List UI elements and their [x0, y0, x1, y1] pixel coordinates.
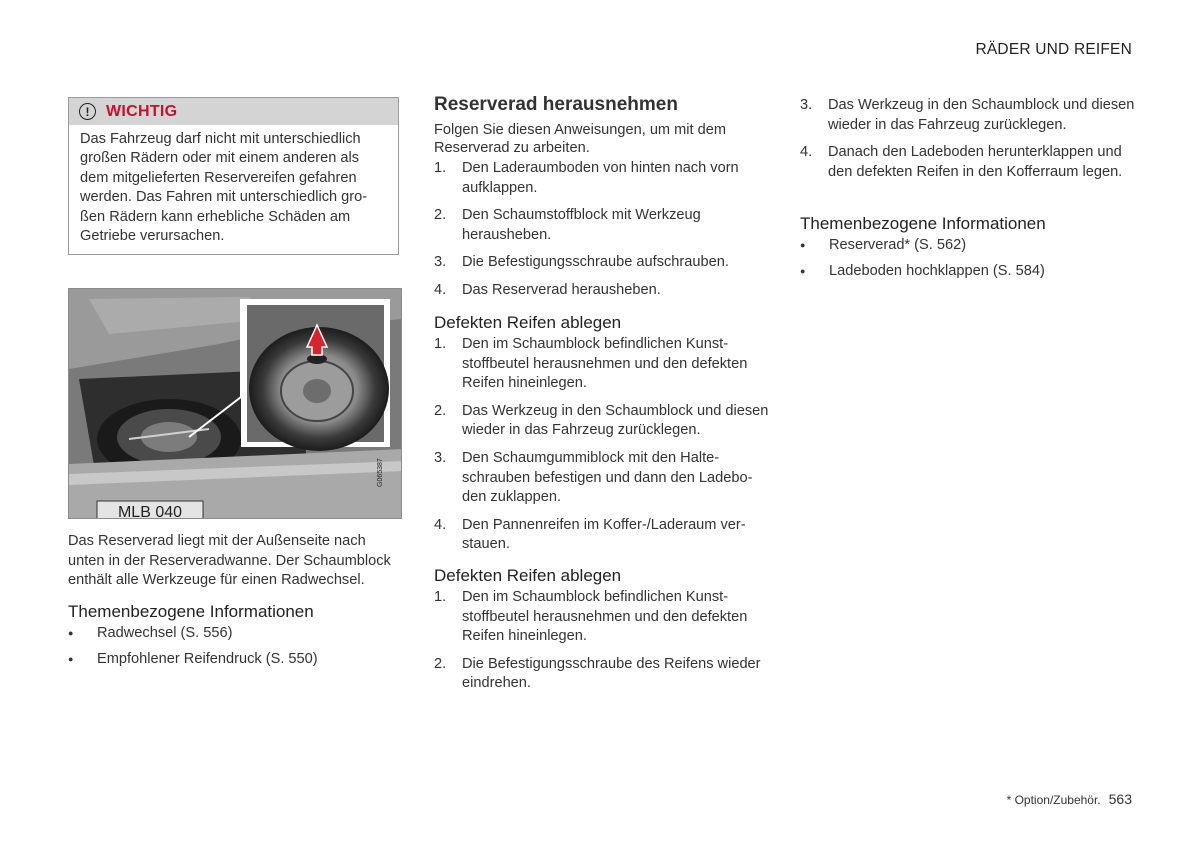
page-number: 563: [1108, 791, 1132, 807]
list-item[interactable]: ● Reserverad* (S. 562): [800, 236, 1130, 256]
list-item: 3. Den Schaumgummiblock mit den Halteschrauben befestigen und dann den Ladeboden zuklappen.: [434, 449, 753, 506]
list-item: 4. Den Pannenreifen im Koffer-/Laderaum verstauen.: [434, 516, 746, 553]
page-title: Reserverad herausnehmen: [434, 94, 678, 115]
steps-store-1: [434, 335, 769, 563]
subheading-2: Defekten Reifen ablegen: [434, 566, 622, 585]
list-item: 3. Das Werkzeug in den Schaumblock und diesen wieder in das Fahrzeug zurücklegen.: [800, 97, 1135, 133]
figure-code: G065387: [377, 458, 384, 487]
related-heading-left: Themenbezogene Informationen: [68, 602, 314, 621]
list-item[interactable]: ● Empfohlener Reifendruck (S. 550): [68, 650, 398, 670]
warning-header: [69, 98, 398, 125]
list-item: 2. Das Werkzeug in den Schaumblock und diesen wieder in das Fahrzeug zurücklegen.: [434, 402, 769, 439]
list-item[interactable]: ● Ladeboden hochklappen (S. 584): [800, 262, 1130, 282]
footnote: * Option/Zubehör.: [1006, 793, 1101, 807]
subheading-1: Defekten Reifen ablegen: [434, 313, 622, 332]
steps-remove: [434, 159, 769, 309]
section-header: RÄDER UND REIFEN: [975, 41, 1132, 58]
list-item: 2. Die Befestigungsschraube des Reifens wieder eindrehen.: [434, 655, 761, 692]
intro-text: Folgen Sie diesen Anweisungen, um mit dem Reserverad zu arbeiten.: [434, 122, 727, 156]
related-list-right: [800, 236, 1130, 287]
footer: [1007, 791, 1132, 807]
related-list-left: [68, 624, 398, 675]
license-plate: MLB 040: [117, 504, 183, 519]
list-item: 4. Danach den Ladeboden herunterklappen und den defekten Reifen in den Kofferraum legen.: [800, 144, 1123, 180]
steps-store-2: [434, 588, 769, 702]
list-item: 3. Die Befestigungsschraube aufschrauben.: [434, 254, 729, 271]
steps-continued: [800, 96, 1135, 190]
warning-box: [68, 97, 399, 255]
warning-title: WICHTIG: [106, 102, 178, 120]
list-item: 4. Das Reserverad herausheben.: [434, 281, 661, 298]
list-item: 1. Den Laderaumboden von hinten nach vorn aufklappen.: [434, 160, 739, 196]
trunk-illustration: [69, 289, 402, 519]
list-item: 2. Den Schaumstoffblock mit Werkzeug herausheben.: [434, 207, 701, 243]
warning-text: Das Fahrzeug darf nicht mit unterschiedlich großen Rädern oder mit einem anderen als dem mitgelieferten Reservereifen gefahren werden. Das Fahren mit unterschiedlich großen Rädern kann erhebliche Schäden am Getriebe verursachen.: [80, 131, 368, 245]
list-item: 1. Den im Schaumblock befindlichen Kunststoffbeutel herausnehmen und den defekten Reifen hineinlegen.: [434, 336, 748, 392]
exclamation-icon: !: [79, 103, 96, 120]
list-item: 1. Den im Schaumblock befindlichen Kunststoffbeutel herausnehmen und den defekten Reifen hineinlegen.: [434, 589, 748, 645]
list-item[interactable]: ● Radwechsel (S. 556): [68, 624, 398, 644]
spare-wheel-figure: [68, 288, 402, 519]
related-heading-right: Themenbezogene Informationen: [800, 214, 1046, 233]
figure-caption: Das Reserverad liegt mit der Außenseite nach unten in der Reserveradwanne. Der Schaumblock enthält alle Werkzeuge für einen Radwechsel.: [68, 533, 391, 589]
